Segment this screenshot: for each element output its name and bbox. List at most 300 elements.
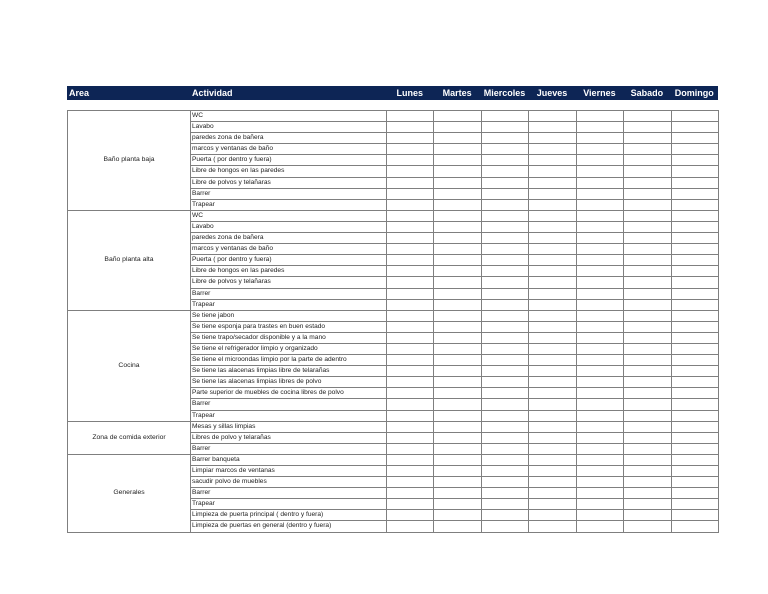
check-cell-viernes[interactable]: [576, 111, 623, 122]
check-cell-martes[interactable]: [434, 332, 481, 343]
check-cell-miercoles[interactable]: [481, 432, 528, 443]
check-cell-jueves[interactable]: [529, 233, 576, 244]
check-cell-lunes[interactable]: [387, 221, 434, 232]
check-cell-jueves[interactable]: [529, 122, 576, 133]
check-cell-sabado[interactable]: [624, 454, 671, 465]
check-cell-sabado[interactable]: [624, 332, 671, 343]
check-cell-sabado[interactable]: [624, 255, 671, 266]
check-cell-lunes[interactable]: [387, 332, 434, 343]
check-cell-miercoles[interactable]: [481, 321, 528, 332]
check-cell-domingo[interactable]: [671, 233, 718, 244]
check-cell-domingo[interactable]: [671, 244, 718, 255]
activity-cell[interactable]: Mesas y sillas limpias: [191, 421, 387, 432]
check-cell-miercoles[interactable]: [481, 343, 528, 354]
area-cell-bano-planta-alta[interactable]: Baño planta alta: [68, 210, 191, 310]
check-cell-sabado[interactable]: [624, 321, 671, 332]
check-cell-viernes[interactable]: [576, 521, 623, 532]
check-cell-lunes[interactable]: [387, 377, 434, 388]
check-cell-jueves[interactable]: [529, 421, 576, 432]
check-cell-jueves[interactable]: [529, 166, 576, 177]
check-cell-jueves[interactable]: [529, 177, 576, 188]
check-cell-sabado[interactable]: [624, 510, 671, 521]
check-cell-jueves[interactable]: [529, 466, 576, 477]
check-cell-jueves[interactable]: [529, 488, 576, 499]
activity-cell[interactable]: Limpieza de puerta principal ( dentro y fuera): [191, 510, 387, 521]
check-cell-viernes[interactable]: [576, 466, 623, 477]
check-cell-martes[interactable]: [434, 521, 481, 532]
check-cell-martes[interactable]: [434, 421, 481, 432]
activity-cell[interactable]: marcos y ventanas de baño: [191, 244, 387, 255]
activity-cell[interactable]: paredes zona de bañera: [191, 233, 387, 244]
activity-cell[interactable]: Libre de polvos y telañaras: [191, 177, 387, 188]
activity-cell[interactable]: Libres de polvo y telarañas: [191, 432, 387, 443]
check-cell-sabado[interactable]: [624, 133, 671, 144]
check-cell-martes[interactable]: [434, 255, 481, 266]
check-cell-martes[interactable]: [434, 343, 481, 354]
check-cell-domingo[interactable]: [671, 310, 718, 321]
check-cell-martes[interactable]: [434, 443, 481, 454]
activity-cell[interactable]: Trapear: [191, 199, 387, 210]
check-cell-jueves[interactable]: [529, 477, 576, 488]
check-cell-domingo[interactable]: [671, 366, 718, 377]
check-cell-martes[interactable]: [434, 299, 481, 310]
check-cell-viernes[interactable]: [576, 210, 623, 221]
check-cell-domingo[interactable]: [671, 510, 718, 521]
check-cell-miercoles[interactable]: [481, 499, 528, 510]
check-cell-lunes[interactable]: [387, 255, 434, 266]
check-cell-jueves[interactable]: [529, 155, 576, 166]
check-cell-sabado[interactable]: [624, 244, 671, 255]
check-cell-viernes[interactable]: [576, 332, 623, 343]
check-cell-sabado[interactable]: [624, 466, 671, 477]
check-cell-martes[interactable]: [434, 266, 481, 277]
check-cell-martes[interactable]: [434, 432, 481, 443]
check-cell-miercoles[interactable]: [481, 310, 528, 321]
check-cell-jueves[interactable]: [529, 199, 576, 210]
check-cell-lunes[interactable]: [387, 488, 434, 499]
check-cell-domingo[interactable]: [671, 221, 718, 232]
check-cell-domingo[interactable]: [671, 521, 718, 532]
check-cell-sabado[interactable]: [624, 410, 671, 421]
check-cell-jueves[interactable]: [529, 521, 576, 532]
check-cell-lunes[interactable]: [387, 166, 434, 177]
activity-cell[interactable]: Se tiene el refrigerador limpio y organizado: [191, 343, 387, 354]
check-cell-sabado[interactable]: [624, 310, 671, 321]
check-cell-miercoles[interactable]: [481, 111, 528, 122]
check-cell-sabado[interactable]: [624, 377, 671, 388]
check-cell-domingo[interactable]: [671, 299, 718, 310]
check-cell-domingo[interactable]: [671, 432, 718, 443]
check-cell-martes[interactable]: [434, 244, 481, 255]
check-cell-sabado[interactable]: [624, 399, 671, 410]
check-cell-domingo[interactable]: [671, 454, 718, 465]
check-cell-martes[interactable]: [434, 488, 481, 499]
check-cell-domingo[interactable]: [671, 332, 718, 343]
check-cell-jueves[interactable]: [529, 510, 576, 521]
check-cell-jueves[interactable]: [529, 144, 576, 155]
activity-cell[interactable]: Trapear: [191, 299, 387, 310]
check-cell-lunes[interactable]: [387, 244, 434, 255]
check-cell-sabado[interactable]: [624, 199, 671, 210]
check-cell-miercoles[interactable]: [481, 488, 528, 499]
check-cell-viernes[interactable]: [576, 233, 623, 244]
activity-cell[interactable]: sacudir polvo de muebles: [191, 477, 387, 488]
check-cell-sabado[interactable]: [624, 111, 671, 122]
check-cell-martes[interactable]: [434, 277, 481, 288]
activity-cell[interactable]: Barrer: [191, 443, 387, 454]
activity-cell[interactable]: Parte superior de muebles de cocina libres de polvo: [191, 388, 387, 399]
check-cell-jueves[interactable]: [529, 366, 576, 377]
check-cell-jueves[interactable]: [529, 399, 576, 410]
activity-cell[interactable]: Libre de polvos y telañaras: [191, 277, 387, 288]
check-cell-martes[interactable]: [434, 477, 481, 488]
check-cell-miercoles[interactable]: [481, 244, 528, 255]
check-cell-miercoles[interactable]: [481, 288, 528, 299]
check-cell-sabado[interactable]: [624, 277, 671, 288]
activity-cell[interactable]: paredes zona de bañera: [191, 133, 387, 144]
check-cell-domingo[interactable]: [671, 144, 718, 155]
check-cell-miercoles[interactable]: [481, 177, 528, 188]
check-cell-domingo[interactable]: [671, 410, 718, 421]
check-cell-domingo[interactable]: [671, 277, 718, 288]
check-cell-domingo[interactable]: [671, 343, 718, 354]
check-cell-martes[interactable]: [434, 377, 481, 388]
check-cell-martes[interactable]: [434, 111, 481, 122]
check-cell-martes[interactable]: [434, 510, 481, 521]
check-cell-sabado[interactable]: [624, 233, 671, 244]
activity-cell[interactable]: Se tiene esponja para trastes en buen estado: [191, 321, 387, 332]
check-cell-domingo[interactable]: [671, 177, 718, 188]
check-cell-lunes[interactable]: [387, 477, 434, 488]
check-cell-sabado[interactable]: [624, 144, 671, 155]
check-cell-sabado[interactable]: [624, 488, 671, 499]
check-cell-miercoles[interactable]: [481, 199, 528, 210]
check-cell-sabado[interactable]: [624, 388, 671, 399]
check-cell-lunes[interactable]: [387, 144, 434, 155]
area-cell-bano-planta-baja[interactable]: Baño planta baja: [68, 111, 191, 211]
check-cell-domingo[interactable]: [671, 288, 718, 299]
activity-cell[interactable]: Libre de hongos en las paredes: [191, 266, 387, 277]
check-cell-domingo[interactable]: [671, 488, 718, 499]
check-cell-jueves[interactable]: [529, 310, 576, 321]
check-cell-domingo[interactable]: [671, 122, 718, 133]
check-cell-martes[interactable]: [434, 221, 481, 232]
check-cell-viernes[interactable]: [576, 299, 623, 310]
check-cell-lunes[interactable]: [387, 310, 434, 321]
check-cell-lunes[interactable]: [387, 499, 434, 510]
check-cell-viernes[interactable]: [576, 177, 623, 188]
check-cell-lunes[interactable]: [387, 210, 434, 221]
check-cell-jueves[interactable]: [529, 377, 576, 388]
check-cell-miercoles[interactable]: [481, 388, 528, 399]
activity-cell[interactable]: Lavabo: [191, 221, 387, 232]
check-cell-sabado[interactable]: [624, 210, 671, 221]
check-cell-miercoles[interactable]: [481, 466, 528, 477]
check-cell-miercoles[interactable]: [481, 122, 528, 133]
activity-cell[interactable]: Se tiene jabon: [191, 310, 387, 321]
check-cell-miercoles[interactable]: [481, 332, 528, 343]
check-cell-viernes[interactable]: [576, 388, 623, 399]
check-cell-miercoles[interactable]: [481, 355, 528, 366]
check-cell-miercoles[interactable]: [481, 510, 528, 521]
check-cell-martes[interactable]: [434, 321, 481, 332]
activity-cell[interactable]: Puerta ( por dentro y fuera): [191, 155, 387, 166]
check-cell-martes[interactable]: [434, 288, 481, 299]
check-cell-lunes[interactable]: [387, 521, 434, 532]
check-cell-lunes[interactable]: [387, 288, 434, 299]
check-cell-jueves[interactable]: [529, 454, 576, 465]
check-cell-miercoles[interactable]: [481, 421, 528, 432]
check-cell-viernes[interactable]: [576, 432, 623, 443]
activity-cell[interactable]: Barrer: [191, 288, 387, 299]
check-cell-viernes[interactable]: [576, 343, 623, 354]
check-cell-viernes[interactable]: [576, 355, 623, 366]
check-cell-martes[interactable]: [434, 233, 481, 244]
check-cell-lunes[interactable]: [387, 133, 434, 144]
activity-cell[interactable]: WC: [191, 111, 387, 122]
check-cell-jueves[interactable]: [529, 266, 576, 277]
check-cell-jueves[interactable]: [529, 355, 576, 366]
check-cell-sabado[interactable]: [624, 499, 671, 510]
check-cell-jueves[interactable]: [529, 188, 576, 199]
activity-cell[interactable]: Trapear: [191, 410, 387, 421]
check-cell-lunes[interactable]: [387, 277, 434, 288]
check-cell-viernes[interactable]: [576, 366, 623, 377]
check-cell-viernes[interactable]: [576, 155, 623, 166]
check-cell-martes[interactable]: [434, 399, 481, 410]
activity-cell[interactable]: Se tiene las alacenas limpias libres de polvo: [191, 377, 387, 388]
check-cell-viernes[interactable]: [576, 488, 623, 499]
check-cell-martes[interactable]: [434, 144, 481, 155]
check-cell-jueves[interactable]: [529, 255, 576, 266]
check-cell-martes[interactable]: [434, 499, 481, 510]
check-cell-lunes[interactable]: [387, 432, 434, 443]
check-cell-lunes[interactable]: [387, 355, 434, 366]
check-cell-sabado[interactable]: [624, 188, 671, 199]
check-cell-jueves[interactable]: [529, 388, 576, 399]
check-cell-viernes[interactable]: [576, 410, 623, 421]
check-cell-jueves[interactable]: [529, 332, 576, 343]
activity-cell[interactable]: Limpiar marcos de ventanas: [191, 466, 387, 477]
activity-cell[interactable]: Libre de hongos en las paredes: [191, 166, 387, 177]
check-cell-miercoles[interactable]: [481, 277, 528, 288]
check-cell-lunes[interactable]: [387, 343, 434, 354]
activity-cell[interactable]: marcos y ventanas de baño: [191, 144, 387, 155]
check-cell-domingo[interactable]: [671, 466, 718, 477]
check-cell-domingo[interactable]: [671, 111, 718, 122]
check-cell-viernes[interactable]: [576, 277, 623, 288]
check-cell-viernes[interactable]: [576, 321, 623, 332]
check-cell-sabado[interactable]: [624, 355, 671, 366]
check-cell-miercoles[interactable]: [481, 410, 528, 421]
check-cell-viernes[interactable]: [576, 166, 623, 177]
check-cell-lunes[interactable]: [387, 443, 434, 454]
check-cell-lunes[interactable]: [387, 421, 434, 432]
check-cell-lunes[interactable]: [387, 410, 434, 421]
check-cell-sabado[interactable]: [624, 421, 671, 432]
check-cell-martes[interactable]: [434, 133, 481, 144]
check-cell-miercoles[interactable]: [481, 377, 528, 388]
check-cell-miercoles[interactable]: [481, 477, 528, 488]
check-cell-viernes[interactable]: [576, 266, 623, 277]
check-cell-jueves[interactable]: [529, 133, 576, 144]
check-cell-domingo[interactable]: [671, 477, 718, 488]
check-cell-domingo[interactable]: [671, 199, 718, 210]
check-cell-domingo[interactable]: [671, 166, 718, 177]
check-cell-miercoles[interactable]: [481, 299, 528, 310]
activity-cell[interactable]: Se tiene las alacenas limpias libre de telarañas: [191, 366, 387, 377]
check-cell-viernes[interactable]: [576, 310, 623, 321]
check-cell-miercoles[interactable]: [481, 144, 528, 155]
check-cell-domingo[interactable]: [671, 255, 718, 266]
activity-cell[interactable]: Barrer: [191, 188, 387, 199]
area-cell-zona-de-comida-exterior[interactable]: Zona de comida exterior: [68, 421, 191, 454]
check-cell-sabado[interactable]: [624, 343, 671, 354]
check-cell-viernes[interactable]: [576, 499, 623, 510]
check-cell-lunes[interactable]: [387, 366, 434, 377]
check-cell-viernes[interactable]: [576, 454, 623, 465]
check-cell-sabado[interactable]: [624, 521, 671, 532]
check-cell-lunes[interactable]: [387, 188, 434, 199]
check-cell-viernes[interactable]: [576, 443, 623, 454]
check-cell-domingo[interactable]: [671, 210, 718, 221]
check-cell-sabado[interactable]: [624, 443, 671, 454]
check-cell-jueves[interactable]: [529, 321, 576, 332]
activity-cell[interactable]: Trapear: [191, 499, 387, 510]
check-cell-sabado[interactable]: [624, 122, 671, 133]
check-cell-lunes[interactable]: [387, 266, 434, 277]
check-cell-lunes[interactable]: [387, 510, 434, 521]
check-cell-jueves[interactable]: [529, 299, 576, 310]
check-cell-martes[interactable]: [434, 366, 481, 377]
activity-cell[interactable]: Se tiene trapo/secador disponible y a la mano: [191, 332, 387, 343]
check-cell-viernes[interactable]: [576, 421, 623, 432]
activity-cell[interactable]: Puerta ( por dentro y fuera): [191, 255, 387, 266]
check-cell-sabado[interactable]: [624, 366, 671, 377]
check-cell-jueves[interactable]: [529, 443, 576, 454]
check-cell-miercoles[interactable]: [481, 155, 528, 166]
check-cell-sabado[interactable]: [624, 166, 671, 177]
check-cell-lunes[interactable]: [387, 466, 434, 477]
check-cell-jueves[interactable]: [529, 221, 576, 232]
check-cell-martes[interactable]: [434, 388, 481, 399]
check-cell-miercoles[interactable]: [481, 166, 528, 177]
check-cell-lunes[interactable]: [387, 111, 434, 122]
check-cell-miercoles[interactable]: [481, 255, 528, 266]
activity-cell[interactable]: Barrer: [191, 399, 387, 410]
check-cell-lunes[interactable]: [387, 155, 434, 166]
check-cell-miercoles[interactable]: [481, 221, 528, 232]
check-cell-domingo[interactable]: [671, 399, 718, 410]
check-cell-viernes[interactable]: [576, 188, 623, 199]
check-cell-martes[interactable]: [434, 355, 481, 366]
check-cell-viernes[interactable]: [576, 510, 623, 521]
check-cell-sabado[interactable]: [624, 266, 671, 277]
check-cell-martes[interactable]: [434, 410, 481, 421]
check-cell-viernes[interactable]: [576, 255, 623, 266]
check-cell-sabado[interactable]: [624, 299, 671, 310]
activity-cell[interactable]: Lavabo: [191, 122, 387, 133]
check-cell-miercoles[interactable]: [481, 443, 528, 454]
check-cell-martes[interactable]: [434, 310, 481, 321]
check-cell-martes[interactable]: [434, 177, 481, 188]
check-cell-sabado[interactable]: [624, 221, 671, 232]
check-cell-domingo[interactable]: [671, 355, 718, 366]
check-cell-martes[interactable]: [434, 199, 481, 210]
check-cell-sabado[interactable]: [624, 432, 671, 443]
check-cell-jueves[interactable]: [529, 210, 576, 221]
check-cell-domingo[interactable]: [671, 377, 718, 388]
check-cell-lunes[interactable]: [387, 454, 434, 465]
check-cell-viernes[interactable]: [576, 399, 623, 410]
check-cell-domingo[interactable]: [671, 188, 718, 199]
check-cell-viernes[interactable]: [576, 477, 623, 488]
check-cell-miercoles[interactable]: [481, 266, 528, 277]
check-cell-miercoles[interactable]: [481, 188, 528, 199]
check-cell-domingo[interactable]: [671, 421, 718, 432]
check-cell-viernes[interactable]: [576, 133, 623, 144]
check-cell-miercoles[interactable]: [481, 233, 528, 244]
check-cell-lunes[interactable]: [387, 233, 434, 244]
check-cell-martes[interactable]: [434, 188, 481, 199]
check-cell-miercoles[interactable]: [481, 210, 528, 221]
activity-cell[interactable]: Barrer banqueta: [191, 454, 387, 465]
check-cell-miercoles[interactable]: [481, 399, 528, 410]
check-cell-miercoles[interactable]: [481, 454, 528, 465]
check-cell-jueves[interactable]: [529, 410, 576, 421]
check-cell-sabado[interactable]: [624, 155, 671, 166]
check-cell-domingo[interactable]: [671, 321, 718, 332]
check-cell-viernes[interactable]: [576, 144, 623, 155]
check-cell-jueves[interactable]: [529, 288, 576, 299]
activity-cell[interactable]: Se tiene el microondas limpio por la parte de adentro: [191, 355, 387, 366]
check-cell-lunes[interactable]: [387, 399, 434, 410]
check-cell-domingo[interactable]: [671, 155, 718, 166]
check-cell-jueves[interactable]: [529, 499, 576, 510]
activity-cell[interactable]: Limpieza de puertas en general (dentro y fuera): [191, 521, 387, 532]
check-cell-martes[interactable]: [434, 166, 481, 177]
activity-cell[interactable]: WC: [191, 210, 387, 221]
check-cell-domingo[interactable]: [671, 443, 718, 454]
check-cell-jueves[interactable]: [529, 244, 576, 255]
check-cell-domingo[interactable]: [671, 388, 718, 399]
area-cell-generales[interactable]: Generales: [68, 454, 191, 532]
check-cell-viernes[interactable]: [576, 199, 623, 210]
check-cell-viernes[interactable]: [576, 288, 623, 299]
check-cell-viernes[interactable]: [576, 122, 623, 133]
check-cell-viernes[interactable]: [576, 244, 623, 255]
check-cell-viernes[interactable]: [576, 377, 623, 388]
area-cell-cocina[interactable]: Cocina: [68, 310, 191, 421]
check-cell-sabado[interactable]: [624, 177, 671, 188]
check-cell-martes[interactable]: [434, 466, 481, 477]
check-cell-lunes[interactable]: [387, 299, 434, 310]
check-cell-jueves[interactable]: [529, 343, 576, 354]
check-cell-lunes[interactable]: [387, 321, 434, 332]
check-cell-domingo[interactable]: [671, 266, 718, 277]
check-cell-miercoles[interactable]: [481, 133, 528, 144]
check-cell-jueves[interactable]: [529, 432, 576, 443]
check-cell-domingo[interactable]: [671, 499, 718, 510]
check-cell-martes[interactable]: [434, 454, 481, 465]
check-cell-martes[interactable]: [434, 210, 481, 221]
check-cell-lunes[interactable]: [387, 199, 434, 210]
check-cell-miercoles[interactable]: [481, 366, 528, 377]
check-cell-lunes[interactable]: [387, 177, 434, 188]
check-cell-lunes[interactable]: [387, 122, 434, 133]
check-cell-miercoles[interactable]: [481, 521, 528, 532]
check-cell-lunes[interactable]: [387, 388, 434, 399]
